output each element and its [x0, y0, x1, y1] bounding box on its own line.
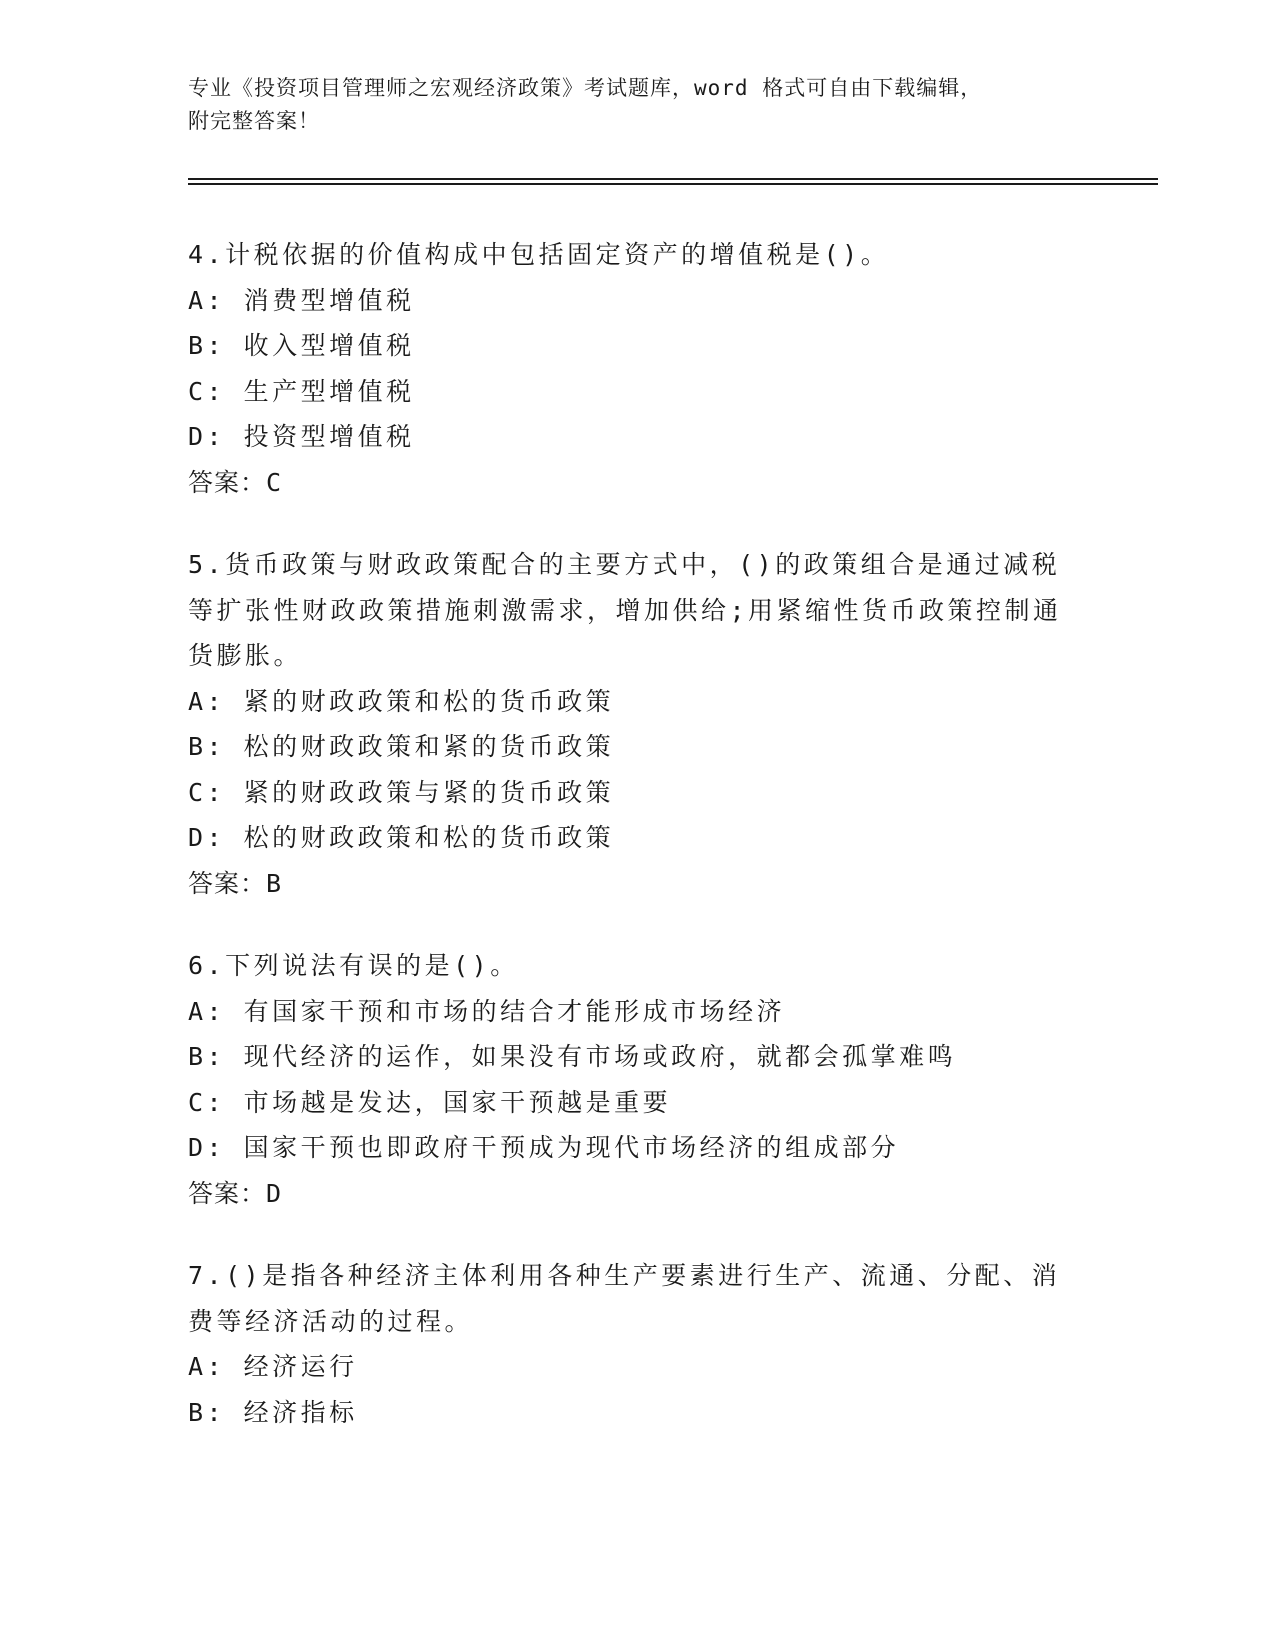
option-label: B:: [188, 331, 226, 360]
option-label: A:: [188, 285, 226, 315]
option-text: 紧的财政政策和松的货币政策: [243, 686, 615, 716]
option-c: [188, 1080, 1088, 1126]
option-label: A:: [188, 686, 226, 716]
option-label: A:: [188, 996, 226, 1026]
option-text: 松的财政政策和松的货币政策: [243, 823, 615, 852]
answer: [188, 1171, 1088, 1217]
question-text-line-3: 货膨胀。: [188, 641, 303, 670]
question-5: [188, 542, 1088, 906]
option-a: [188, 679, 1088, 725]
option-d: [188, 1125, 1088, 1171]
question-number: 7.: [188, 1261, 226, 1290]
question-number: 6.: [188, 951, 226, 980]
answer-value: C: [266, 467, 283, 497]
question-text-line-2: 等扩张性财政政策措施刺激需求，增加供给;用紧缩性货币政策控制通: [188, 595, 1062, 625]
option-a: [188, 1344, 1088, 1390]
answer-label: 答案：: [188, 467, 267, 497]
option-label: C:: [188, 1087, 226, 1117]
question-stem: [188, 1253, 1088, 1299]
option-c: [188, 369, 1088, 415]
option-c: [188, 770, 1088, 816]
option-text: 生产型增值税: [243, 376, 415, 406]
question-list: [188, 232, 1088, 1472]
question-text: 计税依据的价值构成中包括固定资产的增值税是()。: [225, 240, 890, 269]
header-line-2: 附完整答案！: [188, 109, 320, 133]
option-text: 消费型增值税: [243, 285, 415, 315]
option-label: D:: [188, 422, 226, 451]
option-a: [188, 989, 1088, 1035]
header-double-rule: [188, 178, 1158, 185]
option-text: 收入型增值税: [243, 331, 415, 360]
option-d: [188, 815, 1088, 861]
option-label: C:: [188, 376, 226, 406]
answer-value: D: [266, 1178, 283, 1208]
document-header: [188, 72, 1088, 138]
answer: [188, 861, 1088, 907]
question-text: 下列说法有误的是()。: [225, 951, 519, 980]
option-label: D:: [188, 823, 226, 852]
question-7: [188, 1253, 1088, 1435]
question-stem: [188, 232, 1088, 278]
option-text: 现代经济的运作，如果没有市场或政府，就都会孤掌难鸣: [243, 1042, 957, 1071]
option-label: C:: [188, 777, 226, 807]
option-text: 国家干预也即政府干预成为现代市场经济的组成部分: [243, 1133, 900, 1162]
option-text: 经济指标: [243, 1397, 358, 1427]
question-text-line-2: 费等经济活动的过程。: [188, 1306, 474, 1336]
question-text-line-1: ()是指各种经济主体利用各种生产要素进行生产、流通、分配、消: [225, 1261, 1061, 1290]
option-label: B:: [188, 1397, 226, 1427]
answer-value: B: [266, 868, 283, 898]
header-line-1: 专业《投资项目管理师之宏观经济政策》考试题库，word 格式可自由下载编辑，: [188, 76, 983, 100]
answer-label: 答案：: [188, 1178, 267, 1208]
answer: [188, 460, 1088, 506]
option-b: [188, 1034, 1088, 1080]
option-text: 松的财政政策和紧的货币政策: [243, 732, 615, 761]
option-label: A:: [188, 1352, 226, 1381]
question-6: [188, 943, 1088, 1216]
option-text: 经济运行: [243, 1352, 358, 1381]
option-text: 投资型增值税: [243, 422, 415, 451]
option-text: 市场越是发达，国家干预越是重要: [243, 1087, 672, 1117]
question-number: 5.: [188, 550, 226, 579]
option-b: [188, 323, 1088, 369]
option-text: 有国家干预和市场的结合才能形成市场经济: [243, 996, 786, 1026]
question-stem: [188, 943, 1088, 989]
question-stem: [188, 542, 1088, 588]
option-b: [188, 724, 1088, 770]
question-text-line-1: 货币政策与财政政策配合的主要方式中，()的政策组合是通过减税: [225, 550, 1061, 579]
option-d: [188, 414, 1088, 460]
option-b: [188, 1390, 1088, 1436]
option-label: D:: [188, 1133, 226, 1162]
option-a: [188, 278, 1088, 324]
answer-label: 答案：: [188, 868, 267, 898]
option-text: 紧的财政政策与紧的货币政策: [243, 777, 615, 807]
question-4: [188, 232, 1088, 505]
option-label: B:: [188, 1042, 226, 1071]
option-label: B:: [188, 732, 226, 761]
question-number: 4.: [188, 240, 226, 269]
